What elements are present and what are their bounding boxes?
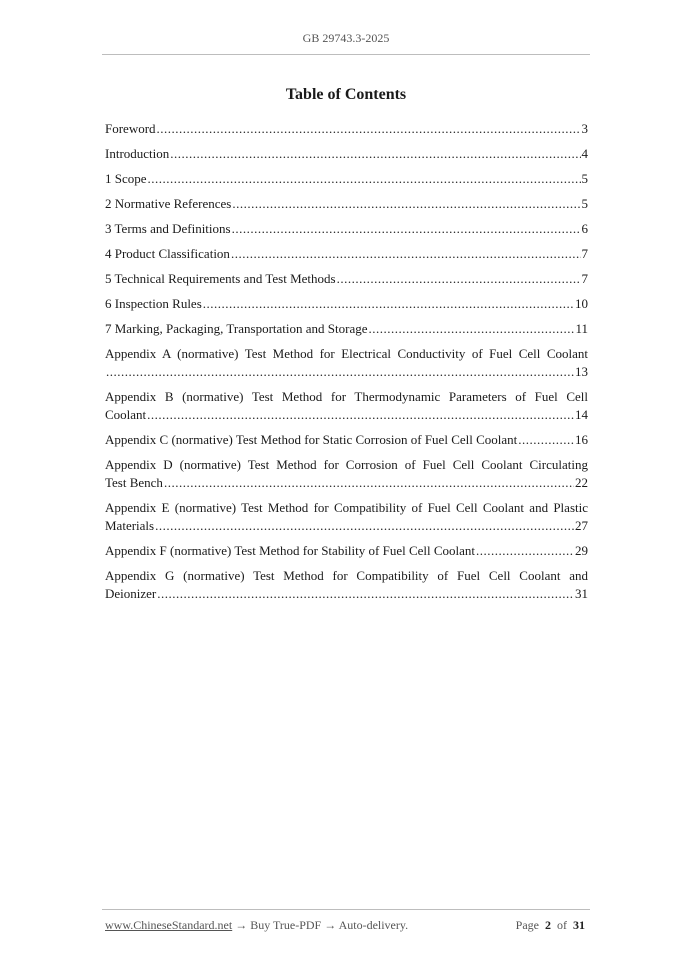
toc-entry-page: 14	[575, 407, 588, 422]
website-link[interactable]: www.ChineseStandard.net	[105, 918, 233, 932]
toc-entry-label: 3 Terms and Definitions	[105, 221, 231, 236]
toc-entry-product-classification[interactable]	[105, 245, 588, 263]
toc-entry-page: 5	[581, 171, 588, 186]
toc-entry-label-line2: Test Bench	[105, 475, 163, 490]
toc-entry-page: 5	[581, 196, 588, 211]
toc-entry-terms-definitions[interactable]	[105, 220, 588, 238]
footer-promo	[105, 918, 408, 933]
toc-entry-appendix-g[interactable]	[105, 567, 588, 603]
toc-entry-label-line2: Materials	[105, 518, 155, 533]
toc-entry-label-line1: Appendix D (normative) Test Method for Corrosion of Fuel Cell Coolant Circulating	[105, 457, 588, 472]
toc-entry-label-line1: Appendix A (normative) Test Method for Electrical Conductivity of Fuel Cell Coolant	[105, 346, 588, 361]
toc-title: Table of Contents	[285, 86, 407, 103]
toc-entry-page: 16	[575, 432, 588, 447]
toc-entry-label: Appendix F (normative) Test Method for Stability of Fuel Cell Coolant	[105, 543, 476, 558]
toc-entry-page: 27	[575, 518, 588, 533]
toc-entry-normative-references[interactable]	[105, 195, 588, 213]
toc-entry-introduction[interactable]	[105, 145, 588, 163]
toc-entry-page: 3	[581, 121, 588, 136]
page-word: Page	[515, 918, 539, 932]
current-page-number: 2	[545, 918, 551, 932]
toc-entry-label: Appendix C (normative) Test Method for Static Corrosion of Fuel Cell Coolant	[105, 432, 518, 447]
toc-entry-label-line2: Coolant	[105, 407, 147, 422]
toc-entry-appendix-a[interactable]	[105, 345, 588, 381]
total-page-number: 31	[573, 918, 585, 932]
page-footer	[105, 918, 585, 933]
toc-entry-label-line1: Appendix E (normative) Test Method for Compatibility of Fuel Cell Coolant and Plastic	[105, 500, 588, 515]
toc-entry-label: 4 Product Classification	[105, 246, 230, 261]
toc-entry-foreword[interactable]	[105, 120, 588, 138]
toc-entry-page: 11	[575, 321, 588, 336]
toc-entry-label: 5 Technical Requirements and Test Methods	[105, 271, 336, 286]
toc-entry-technical-requirements[interactable]	[105, 270, 588, 288]
toc-entry-label-line1: Appendix B (normative) Test Method for Thermodynamic Parameters of Fuel Cell	[105, 389, 588, 404]
toc-entry-page: 10	[575, 296, 588, 311]
page-indicator	[516, 918, 585, 933]
footer-tagline: → Buy True-PDF → Auto-delivery.	[232, 918, 409, 932]
document-code-header: GB 29743.3-2025	[302, 31, 390, 45]
toc-entry-label: 1 Scope	[105, 171, 147, 186]
toc-entry-label: 6 Inspection Rules	[105, 296, 202, 311]
dot-leader	[232, 220, 581, 238]
toc-entry-page: 7	[581, 246, 588, 261]
toc-entry-page: 6	[581, 221, 588, 236]
dot-leader	[476, 542, 574, 560]
toc-entry-label: Introduction	[105, 146, 170, 161]
of-word: of	[557, 918, 567, 932]
dot-leader	[203, 295, 574, 313]
dot-leader	[518, 431, 574, 449]
dot-leader	[148, 170, 581, 188]
toc-entry-appendix-d[interactable]	[105, 456, 588, 492]
dot-leader	[170, 145, 580, 163]
toc-entry-scope[interactable]	[105, 170, 588, 188]
header-divider	[102, 54, 590, 55]
table-of-contents	[105, 120, 588, 610]
dot-leader	[337, 270, 581, 288]
dot-leader	[157, 120, 581, 138]
dot-leader	[232, 195, 580, 213]
dot-leader	[155, 517, 574, 535]
toc-entry-page: 29	[575, 543, 588, 558]
toc-entry-marking-packaging[interactable]	[105, 320, 588, 338]
toc-entry-label-line2: Deionizer	[105, 586, 157, 601]
toc-entry-page: 31	[575, 586, 588, 601]
toc-entry-label: Foreword	[105, 121, 156, 136]
toc-entry-appendix-f[interactable]	[105, 542, 588, 560]
dot-leader	[231, 245, 581, 263]
toc-entry-appendix-c[interactable]	[105, 431, 588, 449]
toc-entry-label-line1: Appendix G (normative) Test Method for Compatibility of Fuel Cell Coolant and	[105, 568, 588, 583]
dot-leader	[369, 320, 575, 338]
toc-entry-label: 7 Marking, Packaging, Transportation and Storage	[105, 321, 368, 336]
toc-entry-page: 4	[581, 146, 588, 161]
toc-entry-page: 22	[575, 475, 588, 490]
dot-leader	[147, 406, 574, 424]
toc-entry-appendix-b[interactable]	[105, 388, 588, 424]
dot-leader	[164, 474, 574, 492]
toc-entry-appendix-e[interactable]	[105, 499, 588, 535]
toc-entry-page: 7	[581, 271, 588, 286]
toc-entry-label: 2 Normative References	[105, 196, 232, 211]
footer-divider	[102, 909, 590, 910]
toc-entry-page: 13	[575, 364, 588, 379]
dot-leader	[106, 363, 574, 381]
dot-leader	[157, 585, 574, 603]
toc-entry-inspection-rules[interactable]	[105, 295, 588, 313]
